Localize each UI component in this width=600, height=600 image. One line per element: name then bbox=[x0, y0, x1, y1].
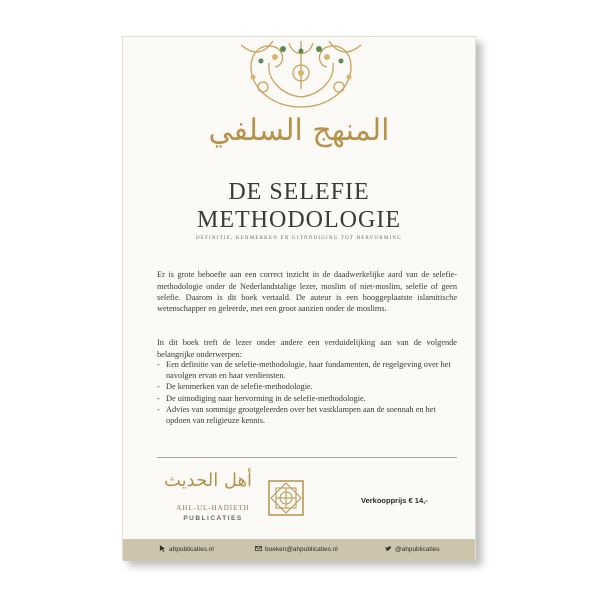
email-text: boeken@ahpublicaties.nl bbox=[265, 546, 338, 553]
mail-icon bbox=[255, 545, 262, 552]
divider bbox=[157, 457, 457, 458]
email-link[interactable] bbox=[255, 545, 338, 553]
twitter-text: @ahpublicaties bbox=[395, 546, 440, 553]
publisher-name: AHL-UL-HADIETH bbox=[176, 504, 250, 512]
publisher-subtitle: PUBLICATIES bbox=[183, 515, 243, 522]
twitter-link[interactable] bbox=[385, 545, 440, 553]
description-paragraph: Er is grote behoefte aan een correct inzicht in de daadwerkelijke aard van de selefie-methodologie onder de Nederlandstalige lezer, moslim of niet-moslim, selefie of geen selefie. Daarom is dit boek vertaald. De auteur is een hooggeplaatste islamitische wetenschapper en geleerde, met een groot aanzien onder de moslims. bbox=[157, 270, 457, 313]
book-subtitle: DEFINITIE, KENMERKEN EN UITNODIGING TOT HERVORMING bbox=[196, 236, 402, 241]
ornament-icon bbox=[233, 37, 369, 109]
emblem-icon bbox=[268, 480, 304, 516]
list-item: - De kenmerken van de selefie-methodologie. bbox=[157, 381, 457, 392]
cursor-icon bbox=[159, 545, 166, 552]
book-title-line1: DE SELEFIE bbox=[228, 179, 370, 205]
arabic-title: المنهج السلفي bbox=[208, 113, 390, 148]
intro-paragraph: In dit boek treft de lezer onder andere een verduidelijking aan van de volgende belangrijke onderwerpen: bbox=[157, 338, 457, 359]
list-item: - Een definitie van de selefie-methodologie, haar fundamenten, de regelgeving over het navolgen ervan en haar verdiensten. bbox=[157, 359, 457, 381]
website-text: ahpublicaties.nl bbox=[169, 546, 214, 553]
price-label: Verkoopprijs € 14,- bbox=[361, 496, 428, 505]
publisher-arabic-logo: أهل الحديث bbox=[163, 470, 253, 491]
book-back-cover bbox=[122, 36, 476, 560]
twitter-icon bbox=[385, 545, 392, 552]
website-link[interactable] bbox=[159, 545, 214, 553]
list-item: - Advies van sommige grootgeleerden over het vastklampen aan de soennah en het opdoen van religieuze kennis. bbox=[157, 404, 457, 426]
topics-list bbox=[157, 359, 457, 426]
footer-band bbox=[123, 539, 475, 561]
list-item: - De uitnodiging naar hervorming in de selefie-methodologie. bbox=[157, 393, 457, 404]
book-title-line2: METHODOLOGIE bbox=[197, 207, 401, 233]
